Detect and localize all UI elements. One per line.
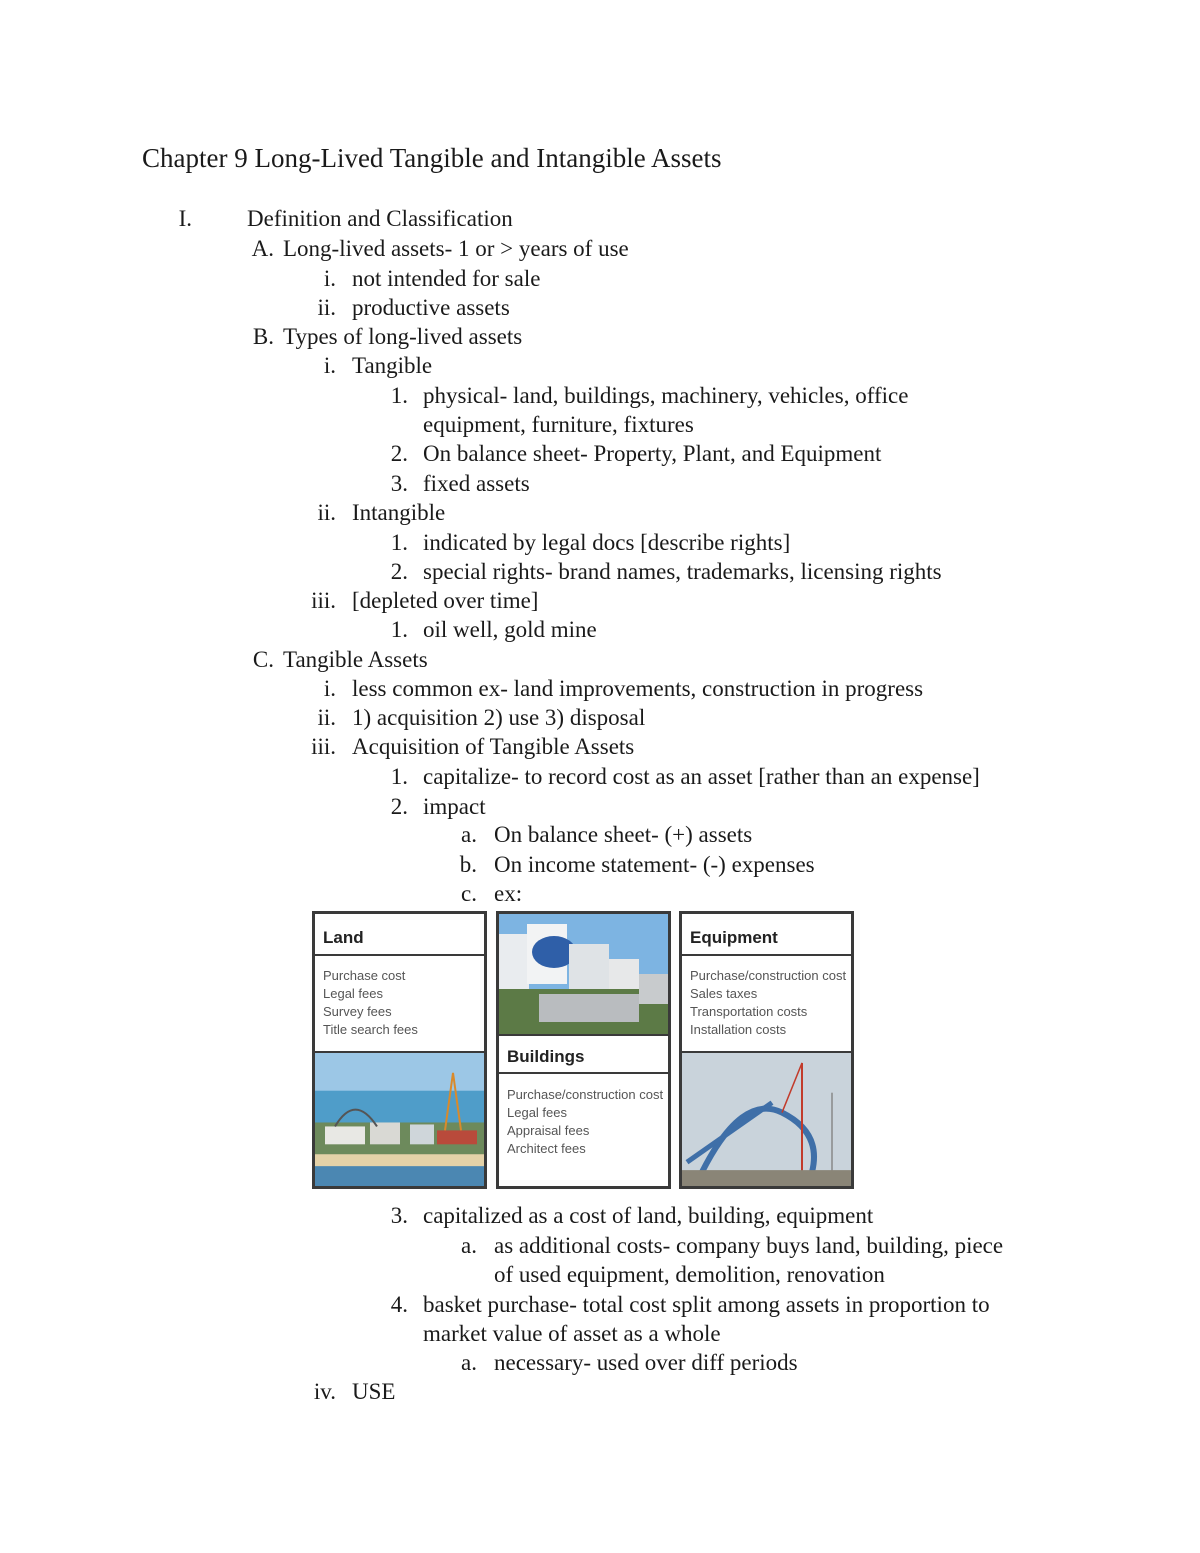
cost-item: Architect fees [507,1141,586,1156]
card-heading: Land [323,928,364,947]
outline-number: a. [461,1350,477,1375]
outline-heading: Definition and Classification [247,206,513,231]
outline-number: 4. [390,1292,408,1317]
divider [499,1034,668,1036]
outline-item: Intangible [352,500,446,525]
divider [682,954,851,956]
buildings-cost-card [496,911,671,1189]
outline-number: i. [323,266,336,291]
outline-number: i. [323,676,336,701]
hotel-building-photo [499,914,668,1034]
outline-item: as additional costs- company buys land, building, piece [494,1233,1004,1258]
outline-item: fixed assets [423,471,530,496]
outline-number: C. [252,647,274,672]
outline-number: 3. [390,471,408,496]
outline-number: ii. [317,500,336,525]
outline-item: less common ex- land improvements, construction in progress [352,676,924,701]
cost-item: Purchase cost [323,968,406,983]
outline-number: 2. [390,441,408,466]
card-heading: Equipment [690,928,778,947]
cost-item: Purchase/construction cost [507,1087,664,1102]
construction-crane-photo [682,1053,851,1186]
outline-item: not intended for sale [352,266,541,291]
equipment-cost-card [679,911,854,1189]
outline-number: a. [461,1233,477,1258]
outline-item: indicated by legal docs [describe rights] [423,530,791,555]
outline-item-continuation: of used equipment, demolition, renovation [494,1262,885,1287]
outline-number: 1. [390,617,408,642]
outline-number: iii. [311,734,336,759]
land-cost-card [312,911,487,1189]
outline-number: i. [323,353,336,378]
cost-item: Transportation costs [690,1004,808,1019]
cost-item: Purchase/construction cost [690,968,847,983]
outline-number: c. [461,881,477,906]
outline-item: [depleted over time] [352,588,539,613]
cost-item: Appraisal fees [507,1123,590,1138]
outline-item: Types of long-lived assets [283,324,523,349]
outline-number: iii. [311,588,336,613]
outline-item: necessary- used over diff periods [494,1350,798,1375]
outline-item: On income statement- (-) expenses [494,852,815,877]
amusement-park-shore-photo [315,1053,484,1186]
card-heading: Buildings [507,1047,585,1066]
outline-item: ex: [494,881,523,906]
cost-item: Sales taxes [690,986,758,1001]
outline-item: oil well, gold mine [423,617,597,642]
outline-number: A. [251,236,274,261]
cost-list [499,1078,668,1158]
outline-number: 1. [390,764,408,789]
cost-item: Installation costs [690,1022,787,1037]
outline-item: Long-lived assets- 1 or > years of use [283,236,629,261]
cost-list [315,959,484,1039]
outline-number: a. [461,822,477,847]
cost-item: Legal fees [323,986,383,1001]
outline-item: On balance sheet- (+) assets [494,822,753,847]
outline-number: ii. [317,295,336,320]
outline-item: productive assets [352,295,510,320]
page-title: Chapter 9 Long-Lived Tangible and Intangible Assets [142,143,722,173]
outline-number: ii. [317,705,336,730]
outline-number: 2. [390,559,408,584]
outline-item: special rights- brand names, trademarks, licensing rights [423,559,942,584]
outline-item: USE [352,1379,396,1404]
cost-item: Title search fees [323,1022,418,1037]
outline-item-continuation: equipment, furniture, fixtures [423,412,694,437]
outline-item-continuation: market value of asset as a whole [423,1321,721,1346]
outline-number: iv. [313,1379,336,1404]
outline-number: 1. [390,530,408,555]
divider [315,954,484,956]
outline-item: physical- land, buildings, machinery, vehicles, office [423,383,909,408]
divider [499,1072,668,1074]
outline-item: capitalized as a cost of land, building, equipment [423,1203,874,1228]
cost-item: Survey fees [323,1004,392,1019]
outline-number: 3. [390,1203,408,1228]
outline-item: Tangible Assets [283,647,428,672]
outline-item: basket purchase- total cost split among assets in proportion to [423,1292,990,1317]
outline-item: Acquisition of Tangible Assets [352,734,635,759]
outline-item: Tangible [352,353,433,378]
outline-item: 1) acquisition 2) use 3) disposal [352,705,646,730]
outline-number: 1. [390,383,408,408]
outline-number: B. [252,324,274,349]
outline-number: 2. [390,794,408,819]
cost-list [682,959,851,1039]
outline-item: capitalize- to record cost as an asset [rather than an expense] [423,764,980,789]
outline-number: I. [178,206,192,231]
cost-item: Legal fees [507,1105,567,1120]
outline-item: On balance sheet- Property, Plant, and Equipment [423,441,882,466]
outline-number: b. [459,852,477,877]
outline-item: impact [423,794,486,819]
